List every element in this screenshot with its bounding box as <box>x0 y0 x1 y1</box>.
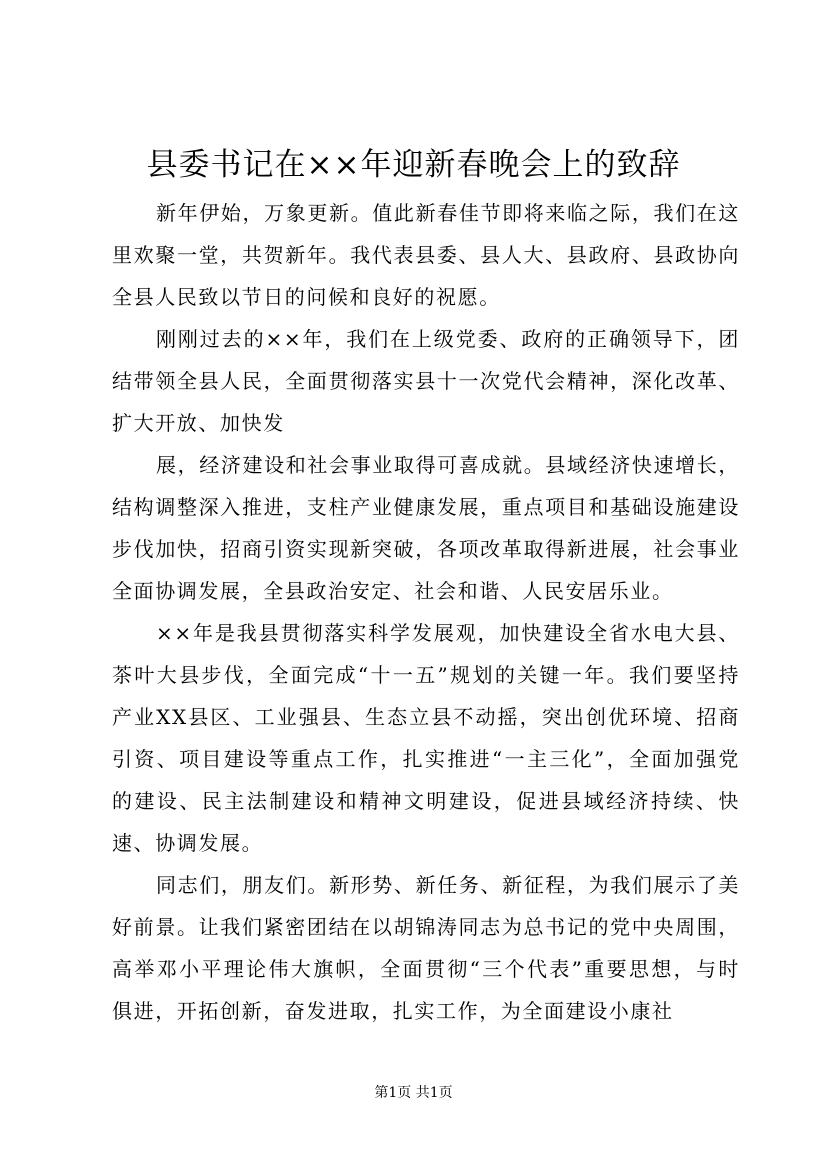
paragraph-5: 同志们，朋友们。新形势、新任务、新征程，为我们展示了美好前景。让我们紧密团结在以胡锦涛同志为总书记的党中央周围，高举邓小平理论伟大旗帜，全面贯彻“三个代表”重要思想，与时俱进，开拓创新，奋发进取，扎实工作，为全面建设小康社 <box>112 873 740 1023</box>
page-number-footer: 第1页 共1页 <box>374 1085 453 1101</box>
document-title: 县委书记在××年迎新春晚会上的致辞 <box>146 147 681 183</box>
paragraph-2: 刚刚过去的××年，我们在上级党委、政府的正确领导下，团结带领全县人民，全面贯彻落实县十一次党代会精神，深化改革、扩大开放、加快发 <box>112 327 740 435</box>
paragraph-1: 新年伊始，万象更新。值此新春佳节即将来临之际，我们在这里欢聚一堂，共贺新年。我代表县委、县人大、县政府、县政协向全县人民致以节日的问候和良好的祝愿。 <box>112 201 740 309</box>
paragraph-3: 展，经济建设和社会事业取得可喜成就。县域经济快速增长，结构调整深入推进，支柱产业健康发展，重点项目和基础设施建设步伐加快，招商引资实现新突破，各项改革取得新进展，社会事业全面协调发展，全县政治安定、社会和谐、人民安居乐业。 <box>112 453 740 603</box>
paragraph-4: ××年是我县贯彻落实科学发展观，加快建设全省水电大县、茶叶大县步伐，全面完成“十一五”规划的关键一年。我们要坚持产业XX县区、工业强县、生态立县不动摇，突出创优环境、招商引资、项目建设等重点工作，扎实推进“一主三化”，全面加强党的建设、民主法制建设和精神文明建设，促进县域经济持续、快速、协调发展。 <box>112 621 740 855</box>
document-body <box>112 192 740 1032</box>
